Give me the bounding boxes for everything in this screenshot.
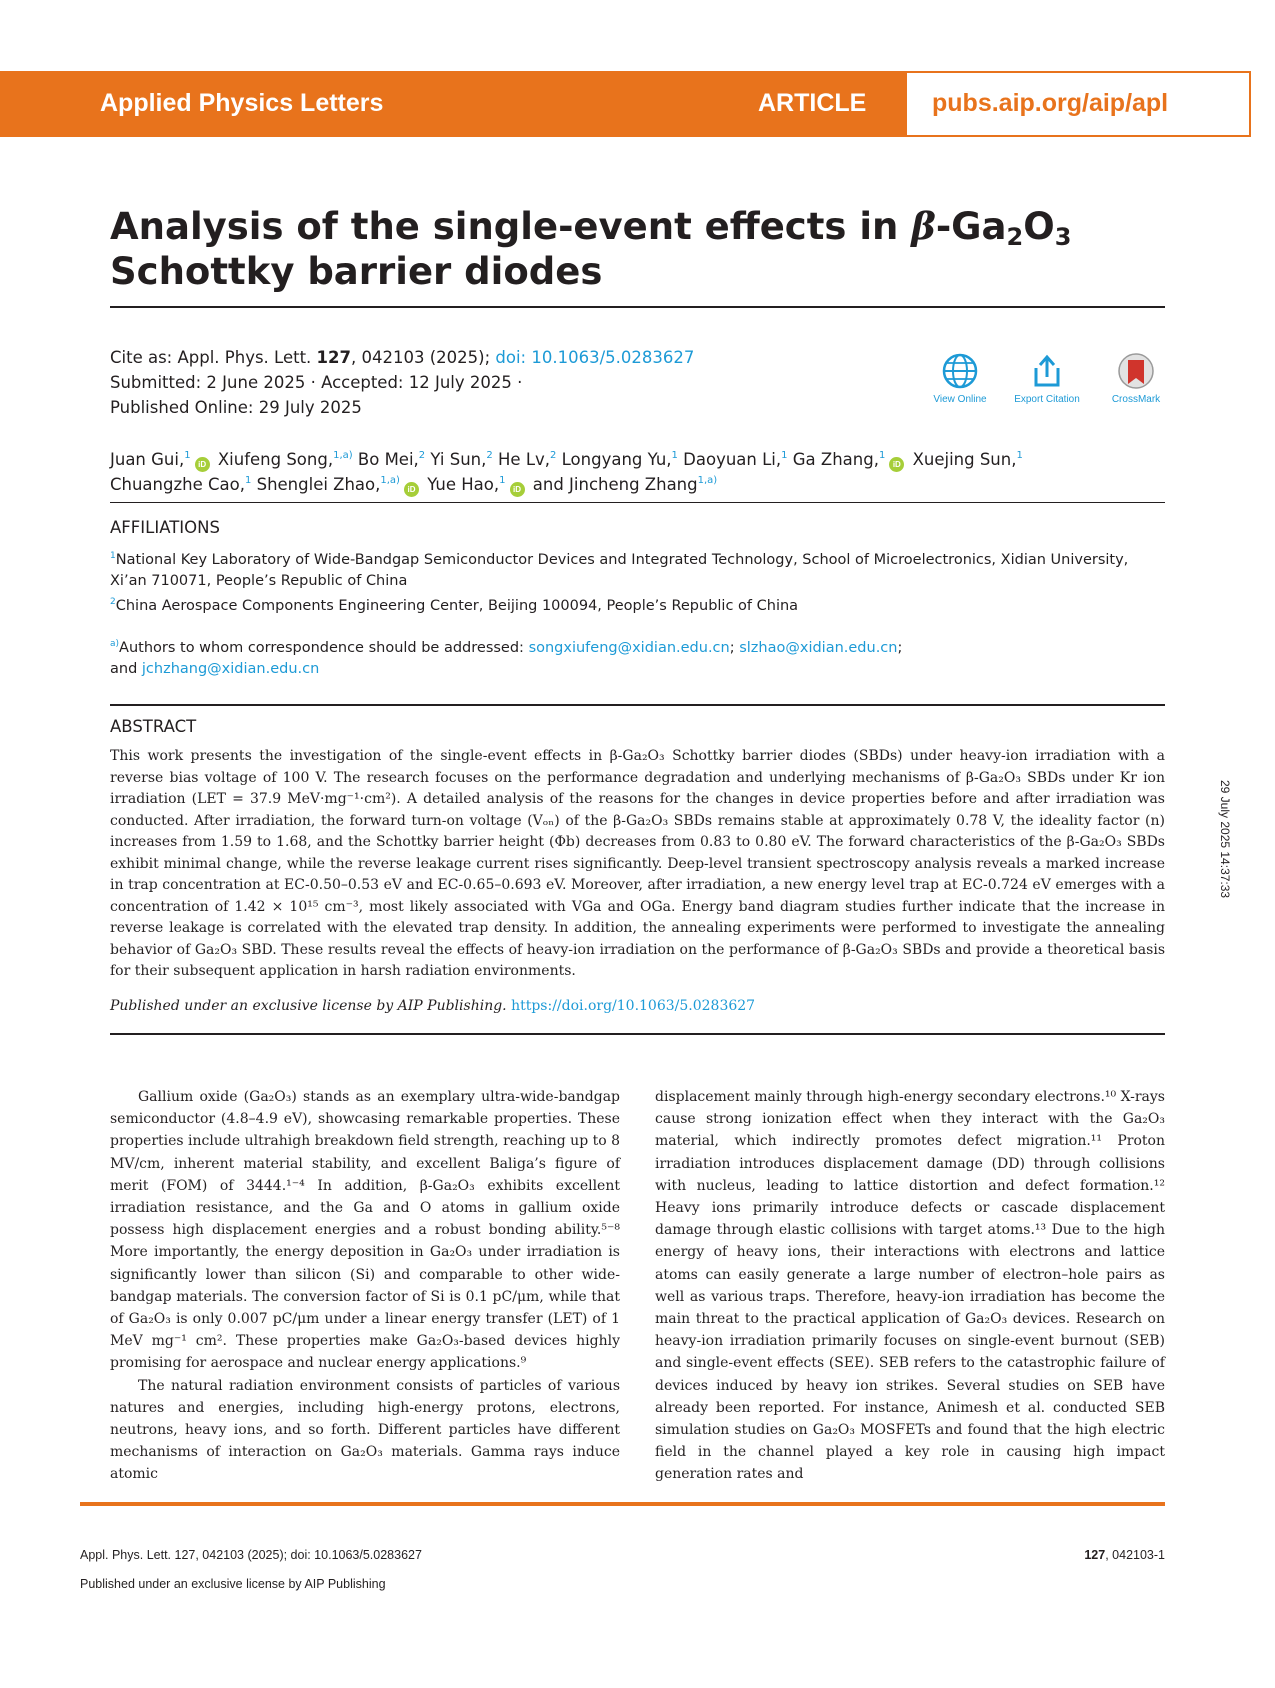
- globe-icon: [941, 352, 979, 390]
- doi-url-link[interactable]: https://doi.org/10.1063/5.0283627: [511, 998, 756, 1014]
- divider: [110, 306, 1165, 308]
- email-link[interactable]: songxiufeng@xidian.edu.cn: [528, 640, 730, 656]
- view-online-button[interactable]: View Online: [900, 352, 1020, 405]
- author-name[interactable]: Ga Zhang,: [792, 450, 879, 469]
- license-note: Published under an exclusive license by AIP Publishing. https://doi.org/10.1063/5.0283627: [110, 998, 756, 1014]
- submission-dates: Submitted: 2 June 2025 · Accepted: 12 July 2025 ·: [110, 373, 523, 392]
- article-title: Analysis of the single-event effects in $\beta-Ga_2O_3$ Schottky barrier diodes: [110, 204, 1072, 293]
- body-column-left: [110, 1086, 620, 1486]
- affiliation-1: $^1$National Key Laboratory of Wide-Bandgap Semiconductor Devices and Integrated Technology, School of Microelectronics, Xidian University, Xi’an 710071, People’s Republic of China: [110, 551, 1129, 589]
- email-link[interactable]: slzhao@xidian.edu.cn: [739, 640, 898, 656]
- author-name[interactable]: He Lv,: [498, 450, 551, 469]
- orcid-icon[interactable]: iD: [195, 457, 210, 472]
- email-link[interactable]: jchzhang@xidian.edu.cn: [141, 661, 320, 677]
- page-number: 127, 042103-1: [1084, 1548, 1165, 1562]
- orcid-icon[interactable]: iD: [889, 457, 904, 472]
- footer-license: Published under an exclusive license by AIP Publishing: [80, 1577, 386, 1591]
- abstract-text: This work presents the investigation of the single-event effects in β-Ga₂O₃ Schottky barrier diodes (SBDs) under heavy-ion irradiation with a reverse bias voltage of 100 V. The research focuses on the performance degradation and underlying mechanisms of β-Ga₂O₃ SBDs under Kr ion irradiation (LET = 37.9 MeV·mg⁻¹·cm²). A detailed analysis of the reasons for the changes in device properties before and after irradiation was conducted. After irradiation, the forward turn-on voltage (Vₒₙ) of the β-Ga₂O₃ SBDs remains stable at approximately 0.78 V, the ideality factor (n) increases from 1.59 to 1.68, and the Schottky barrier height (Φb) decreases from 0.83 to 0.80 eV. The forward characteristics of the β-Ga₂O₃ SBDs exhibit minimal change, while the reverse leakage current rises significantly. Deep-level transient spectroscopy analysis reveals a marked increase in trap concentration at EC-0.50–0.53 eV and EC-0.65–0.693 eV. Moreover, after irradiation, a new energy level trap at EC-0.724 eV emerges with a concentration of 1.42 × 10¹⁵ cm⁻³, most likely associated with VGa and OGa. Energy band diagram studies further indicate that the increase in reverse leakage is correlated with the elevated trap density. In addition, the annealing experiments were performed to investigate the annealing behavior of Ga₂O₃ SBD. These results reveal the effects of heavy-ion irradiation on the performance of β-Ga₂O₃ SBDs and provide a theoretical basis for their subsequent application in harsh radiation environments.: [110, 748, 1165, 979]
- author-list: Juan Gui,$^1$iD Xiufeng Song,$^{1,a)}$ Bo Mei,$^2$ Yi Sun,$^2$ He Lv,$^2$ Longyang Yu,$^1$ Daoyuan Li,$^1$ Ga Zhang,$^1$iD Xuejing Sun,$^1$ Chuangzhe Cao,$^1$ Shenglei Zhao,$^{1,a)}$iD Yue Hao,$^1$iD and Jincheng Zhang$^{1,a)}$: [110, 447, 1170, 497]
- author-name[interactable]: Shenglei Zhao,: [256, 475, 381, 494]
- correspondence-note: $^{a)}$Authors to whom correspondence should be addressed: songxiufeng@xidian.edu.cn; slzhao@xidian.edu.cn; and jchzhang@xidian.edu.cn: [110, 639, 903, 677]
- orcid-icon[interactable]: iD: [510, 482, 525, 497]
- author-name[interactable]: Yue Hao,: [427, 475, 500, 494]
- abstract-heading: ABSTRACT: [110, 717, 197, 736]
- export-icon: [1028, 352, 1066, 390]
- affiliations-heading: AFFILIATIONS: [110, 518, 220, 537]
- published-date: Published Online: 29 July 2025: [110, 398, 362, 417]
- footer-citation: Appl. Phys. Lett. 127, 042103 (2025); doi: 10.1063/5.0283627: [80, 1548, 422, 1562]
- download-timestamp: 29 July 2025 14:37:33: [1218, 780, 1232, 899]
- article-type-label: ARTICLE: [758, 89, 867, 117]
- author-name[interactable]: Yi Sun,: [430, 450, 487, 469]
- author-name[interactable]: Chuangzhe Cao,: [110, 475, 245, 494]
- journal-name[interactable]: Applied Physics Letters: [100, 89, 384, 117]
- footer-rule: [80, 1502, 1165, 1506]
- export-citation-button[interactable]: Export Citation: [987, 352, 1107, 405]
- author-name[interactable]: and Jincheng Zhang: [532, 475, 698, 494]
- author-name[interactable]: Bo Mei,: [357, 450, 419, 469]
- author-name[interactable]: Juan Gui,: [110, 450, 185, 469]
- divider: [110, 502, 1165, 503]
- crossmark-button[interactable]: CrossMark: [1076, 352, 1196, 405]
- divider: [110, 1033, 1165, 1035]
- citation-block: Cite as: Appl. Phys. Lett. 127, 042103 (2025); doi: 10.1063/5.0283627 Submitted: 2 June 2025 · Accepted: 12 July 2025 · Published Online: 29 July 2025: [110, 345, 694, 420]
- orcid-icon[interactable]: iD: [404, 482, 419, 497]
- paragraph: displacement mainly through high-energy secondary electrons.¹⁰ X-rays cause strong ionization effect when they interact with the Ga₂O₃ material, which indirectly promotes defect migration.¹¹ Proton irradiation introduces displacement damage (DD) through collisions with nucleus, leading to lattice distortion and defect formation.¹² Heavy ions primarily introduce defects or cascade displacement damage through elastic collisions with target atoms.¹³ Due to the high energy of heavy ions, their interactions with electrons and lattice atoms can easily generate a large number of electron–hole pairs as well as various traps. Therefore, heavy-ion irradiation has become the main threat to the practical application of Ga₂O₃ devices. Research on heavy-ion irradiation primarily focuses on single-event burnout (SEB) and single-event effects (SEE). SEB refers to the catastrophic failure of devices induced by heavy ion strikes. Several studies on SEB have already been reported. For instance, Animesh et al. conducted SEB simulation studies on Ga₂O₃ MOSFETs and found that the high electric field in the channel played a key role in causing high impact generation rates and: [655, 1089, 1165, 1483]
- divider: [110, 704, 1165, 706]
- journal-url-link[interactable]: pubs.aip.org/aip/apl: [932, 89, 1169, 117]
- body-column-right: [655, 1086, 1165, 1486]
- affiliation-2: $^2$China Aerospace Components Engineering Center, Beijing 100094, People’s Republic of China: [110, 597, 799, 614]
- author-name[interactable]: Xiufeng Song,: [217, 450, 334, 469]
- doi-link[interactable]: doi: 10.1063/5.0283627: [495, 348, 695, 367]
- paragraph: Gallium oxide (Ga₂O₃) stands as an exemplary ultra-wide-bandgap semiconductor (4.8–4.9 eV), showcasing remarkable properties. These properties include ultrahigh breakdown field strength, reaching up to 8 MV/cm, inherent material stability, and excellent Baliga’s figure of merit (FOM) of 3444.¹⁻⁴ In addition, β-Ga₂O₃ exhibits excellent irradiation resistance, and the Ga and O atoms in gallium oxide possess high displacement energies and a robust bonding ability.⁵⁻⁸ More importantly, the energy deposition in Ga₂O₃ under irradiation is significantly lower than silicon (Si) and comparable to other wide-bandgap materials. The conversion factor of Si is 0.1 pC/μm, while that of Ga₂O₃ is only 0.007 pC/μm under a linear energy transfer (LET) of 1 MeV mg⁻¹ cm². These properties make Ga₂O₃-based devices highly promising for aerospace and nuclear energy applications.⁹: [110, 1089, 621, 1372]
- crossmark-icon: [1117, 352, 1155, 390]
- author-name[interactable]: Xuejing Sun,: [912, 450, 1017, 469]
- author-name[interactable]: Daoyuan Li,: [683, 450, 782, 469]
- paragraph: The natural radiation environment consists of particles of various natures and energies, including high-energy protons, electrons, neutrons, heavy ions, and so forth. Different particles have different mechanisms of interaction on Ga₂O₃ materials. Gamma rays induce atomic: [110, 1377, 620, 1483]
- author-name[interactable]: Longyang Yu,: [561, 450, 672, 469]
